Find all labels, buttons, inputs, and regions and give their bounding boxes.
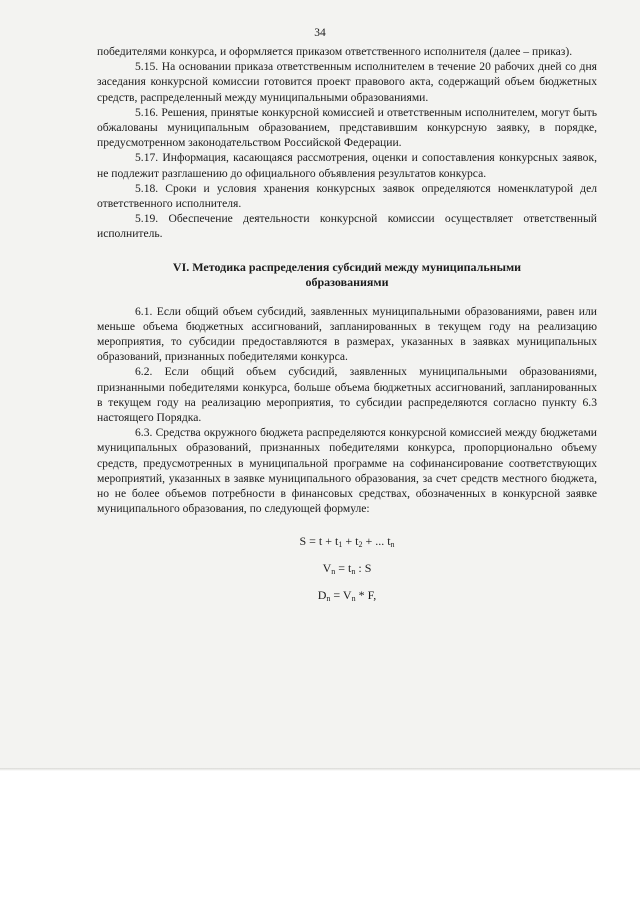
paragraph-6-3: 6.3. Средства окружного бюджета распределяются конкурсной комиссией между бюджетами муниципальных образований, признанных победителями конкурса, пропорционально объему средств, предусмотренных в муниципальной программе на софинансирование соответствующих мероприятий, указанных в заявке муниципального образования, за счет средств местного бюджета, но не более объемов потребности в финансовых средствах, обозначенных в конкурсной заявке муниципального образования, по следующей формуле: [97,426,597,516]
page-number: 34 [314,27,326,39]
paragraph-5-18: 5.18. Сроки и условия хранения конкурсных заявок определяются номенклатурой дел ответственного исполнителя. [97,181,597,211]
paragraph-5-15: 5.15. На основании приказа ответственным исполнителем в течение 20 рабочих дней со дня заседания конкурсной комиссии готовится проект правового акта, содержащий объем бюджетных средств, распределенный между муниципальными образованиями. [97,60,597,104]
paragraph-6-2: 6.2. Если общий объем субсидий, заявленных муниципальными образованиями, признанными победителями конкурса, больше объема бюджетных ассигнований, запланированных в текущем году на реализацию мероприятия, то субсидии распределяются согласно пункту 6.3 настоящего Порядка. [97,365,597,425]
formula-total: $S = t + t_1 + t_2$ + ... $t_n$ [299,534,395,550]
formula-distribution: $D_n = V_n * F$, [317,588,377,604]
formula-share: $V_n = t_n$ : S [322,561,372,577]
section-title [97,260,597,291]
formula-block [97,528,597,609]
scan-edge [0,768,640,771]
paragraph-6-1: 6.1. Если общий объем субсидий, заявленных муниципальными образованиями, равен или меньше объема бюджетных ассигнований, запланированных в текущем году на реализацию мероприятия, то субсидии предоставляются в размерах, указанных в заявках муниципальных образований, признанных победителями конкурса. [97,304,597,364]
paragraph-5-16: 5.16. Решения, принятые конкурсной комиссией и ответственным исполнителем, могут быть обжалованы муниципальным образованием, представившим конкурсную заявку, в порядке, предусмотренном законодательством Российской Федерации. [97,105,597,150]
paragraph-5-17: 5.17. Информация, касающаяся рассмотрения, оценки и сопоставления конкурсных заявок, не подлежит разглашению до официального объявления результатов конкурса. [97,151,597,180]
section-title-line-2: образованиями [305,275,389,290]
paragraph-5-19: 5.19. Обеспечение деятельности конкурсной комиссии осуществляет ответственный исполнитель. [97,212,597,241]
section-title-line-1: VI. Методика распределения субсидий между муниципальными [172,259,522,274]
document-body [97,44,597,609]
paragraph-continuation: победителями конкурса, и оформляется приказом ответственного исполнителя (далее – приказ). [97,45,573,58]
